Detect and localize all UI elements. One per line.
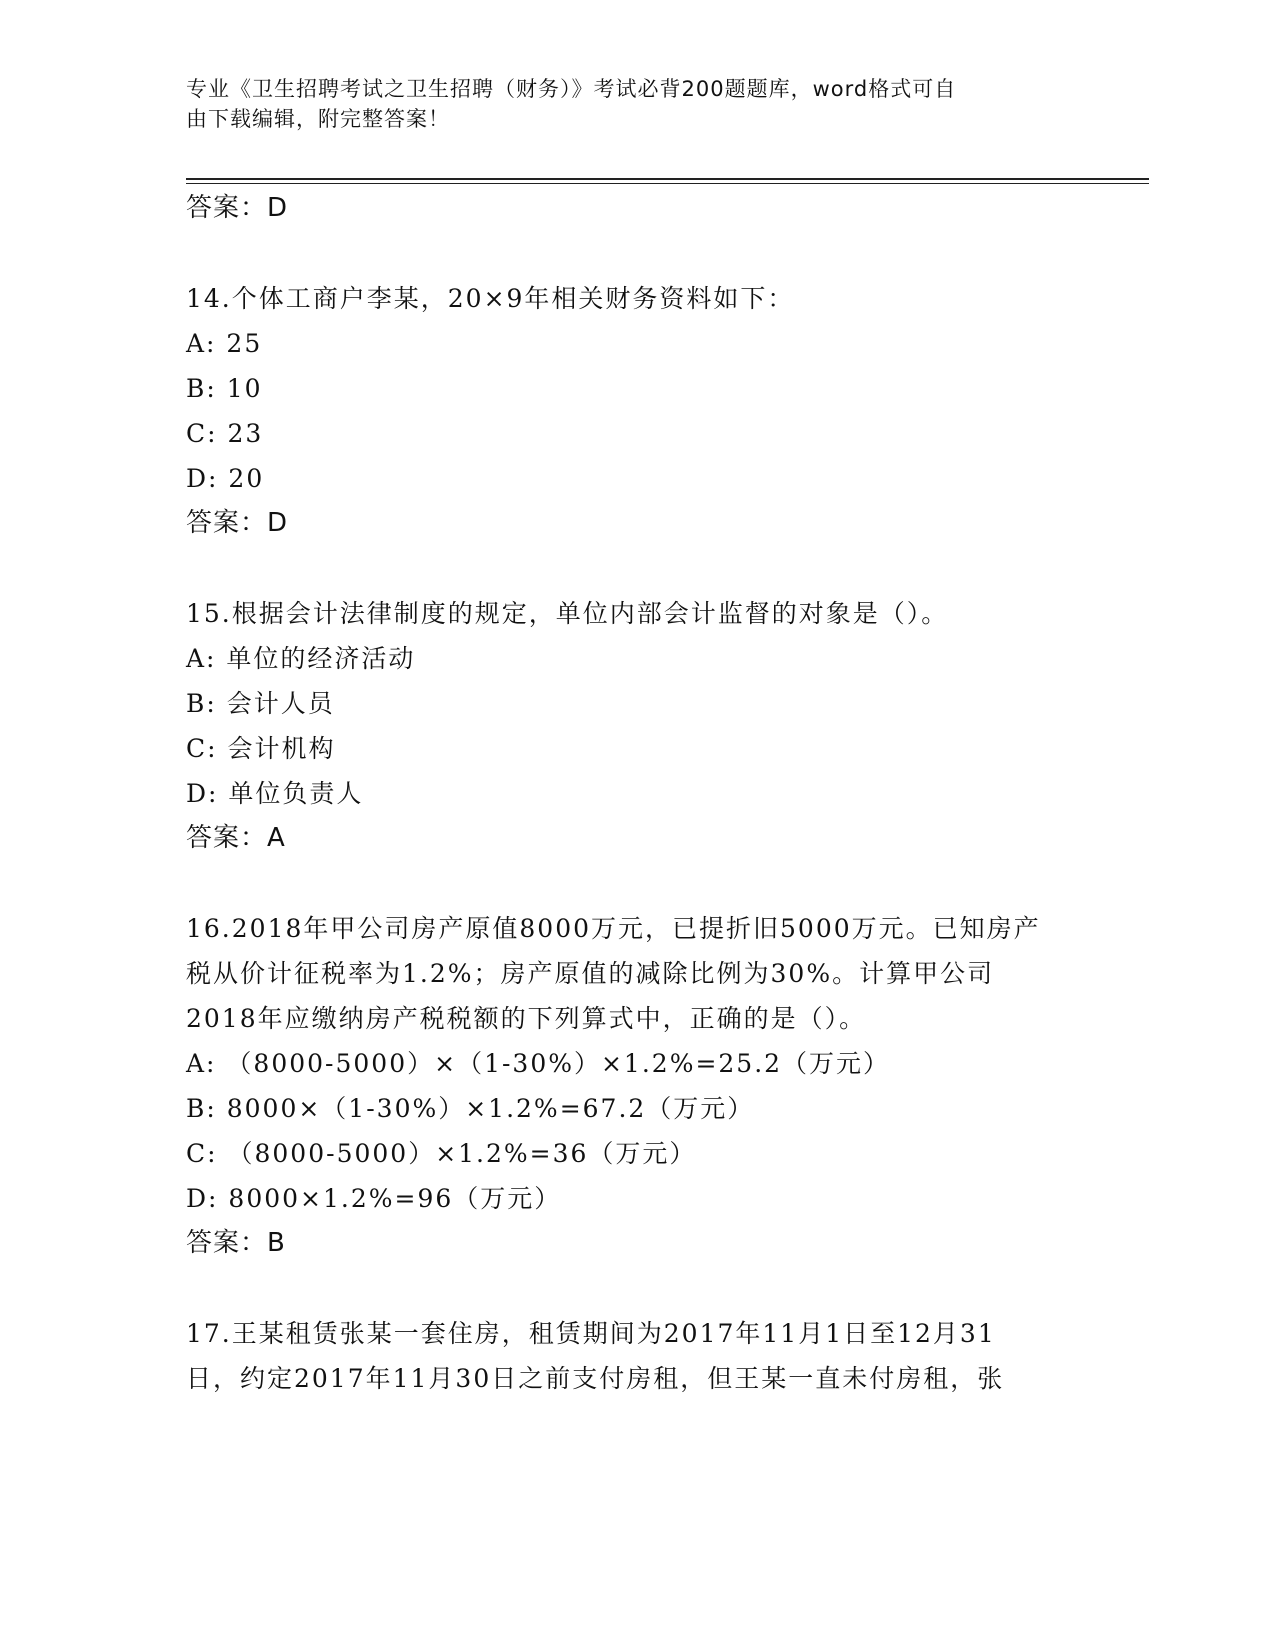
header-rule-thin [186, 183, 1149, 184]
question-text: 16.2018年甲公司房产原值8000万元，已提折旧5000万元。已知房产 [186, 914, 1041, 943]
option-d: D: 8000×1.2%=96（万元） [186, 1184, 562, 1213]
question-text: 14.个体工商户李某，20×9年相关财务资料如下： [186, 284, 795, 313]
answer-line: 答案：D [186, 508, 289, 538]
answer-line: 答案：D [186, 193, 289, 223]
answer-line: 答案：B [186, 1228, 286, 1258]
question-16 [186, 906, 1086, 1266]
option-d: D: 单位负责人 [186, 779, 364, 808]
question-text: 2018年应缴纳房产税税额的下列算式中，正确的是（）。 [186, 1004, 867, 1033]
option-c: C: 23 [186, 419, 264, 448]
question-text: 日，约定2017年11月30日之前支付房租，但王某一直未付房租，张 [186, 1364, 1005, 1393]
answer-line: 答案：A [186, 823, 286, 853]
option-c: C: （8000-5000）×1.2%=36（万元） [186, 1139, 697, 1168]
header-rule-thick [186, 178, 1149, 180]
document-header [186, 74, 1086, 134]
question-text: 17.王某租赁张某一套住房，租赁期间为2017年11月1日至12月31 [186, 1319, 996, 1348]
option-b: B: 10 [186, 374, 263, 403]
option-b: B: 会计人员 [186, 689, 335, 718]
option-b: B: 8000×（1-30%）×1.2%=67.2（万元） [186, 1094, 755, 1123]
question-list [186, 186, 1086, 1401]
question-15 [186, 591, 1086, 861]
option-c: C: 会计机构 [186, 734, 336, 763]
option-d: D: 20 [186, 464, 265, 493]
header-line-2: 由下载编辑，附完整答案！ [186, 107, 450, 131]
question-14 [186, 276, 1086, 546]
option-a: A: 单位的经济活动 [186, 644, 416, 673]
option-a: A: （8000-5000）×（1-30%）×1.2%=25.2（万元） [186, 1049, 891, 1078]
question-text: 15.根据会计法律制度的规定，单位内部会计监督的对象是（）。 [186, 599, 949, 628]
question-text: 税从价计征税率为1.2%；房产原值的减除比例为30%。计算甲公司 [186, 959, 995, 988]
question-17 [186, 1311, 1086, 1401]
header-line-1: 专业《卫生招聘考试之卫生招聘（财务）》考试必背200题题库，word格式可自 [186, 77, 957, 101]
option-a: A: 25 [186, 329, 263, 358]
